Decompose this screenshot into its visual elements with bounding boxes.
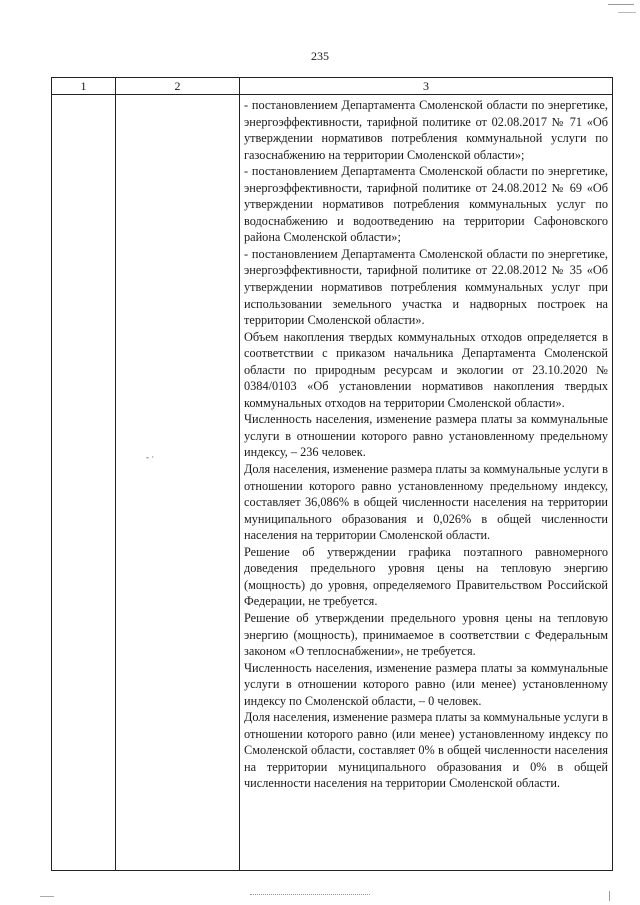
scan-artifact: ‑ · <box>146 452 155 462</box>
page-number: 235 <box>311 49 329 63</box>
paragraph: - постановлением Департамента Смоленской области по энергетике, энергоэффективности, тарифной политике от 24.08.2012 № 69 «Об утверждении нормативов потребления коммунальных услуг по водоснабжению и водоотведению на территории Сафоновского района Смоленской области»; <box>244 164 608 245</box>
scan-mark <box>618 12 636 13</box>
scan-mark <box>40 896 54 897</box>
paragraph: Доля населения, изменение размера платы за коммунальные услуги в отношении которого равно установленному предельному индексу, составляет 36,086% в общей численности населения на территории муниципального образования и 0,026% в общей численности населения на территории Смоленской области. <box>244 462 608 543</box>
paragraph: - постановлением Департамента Смоленской области по энергетике, энергоэффективности, тарифной политике от 02.08.2017 № 71 «Об утверждении нормативов потребления коммунальной услуги по газоснабжению на территории Смоленской области»; <box>244 98 608 162</box>
paragraph: Доля населения, изменение размера платы за коммунальные услуги в отношении которого равно (или менее) установленному индексу по Смоленской области, составляет 0% в общей численности населения на территории муниципального образования и 0% в общей численности населения на территории Смоленской области. <box>244 710 608 791</box>
scan-mark <box>250 894 370 895</box>
paragraph: Решение об утверждении графика поэтапного равномерного доведения предельного уровня цены на тепловую энергию (мощность) до уровня, определяемого Правительством Российской Федерации, не требуется. <box>244 544 608 609</box>
cell-content <box>240 95 612 794</box>
document-table <box>51 77 613 871</box>
column-header-3: 3 <box>240 78 613 95</box>
paragraph: Численность населения, изменение размера платы за коммунальные услуги в отношении которого равно (или менее) установленному индексу по Смоленской области, – 0 человек. <box>244 660 608 708</box>
paragraph: - постановлением Департамента Смоленской области по энергетике, энергоэффективности, тарифной политике от 22.08.2012 № 35 «Об утверждении нормативов потребления коммунальных услуг при использовании земельного участка и надворных построек на территории Смоленской области». <box>244 246 608 328</box>
table-header-row <box>52 78 613 95</box>
column-header-2: 2 <box>116 78 240 95</box>
table-cell-col1 <box>52 95 116 871</box>
scan-mark <box>608 4 634 5</box>
table-cell-col2 <box>116 95 240 871</box>
paragraph: Объем накопления твердых коммунальных отходов определяется в соответствии с приказом начальника Департамента Смоленской области по природным ресурсам и экологии от 23.10.2020 № 0384/0103 «Об установлении нормативов накопления твердых коммунальных отходов на территории Смоленской области». <box>244 329 608 410</box>
column-header-1: 1 <box>52 78 116 95</box>
paragraph: Решение об утверждении предельного уровня цены на тепловую энергию (мощность), принимаемое в соответствии с Федеральным законом «О теплоснабжении», не требуется. <box>244 610 608 659</box>
table-cell-col3 <box>240 95 613 871</box>
table-row <box>52 95 613 871</box>
scan-mark <box>609 891 630 901</box>
paragraph: Численность населения, изменение размера платы за коммунальные услуги в отношении которого равно установленному предельному индексу, – 236 человек. <box>244 412 608 460</box>
